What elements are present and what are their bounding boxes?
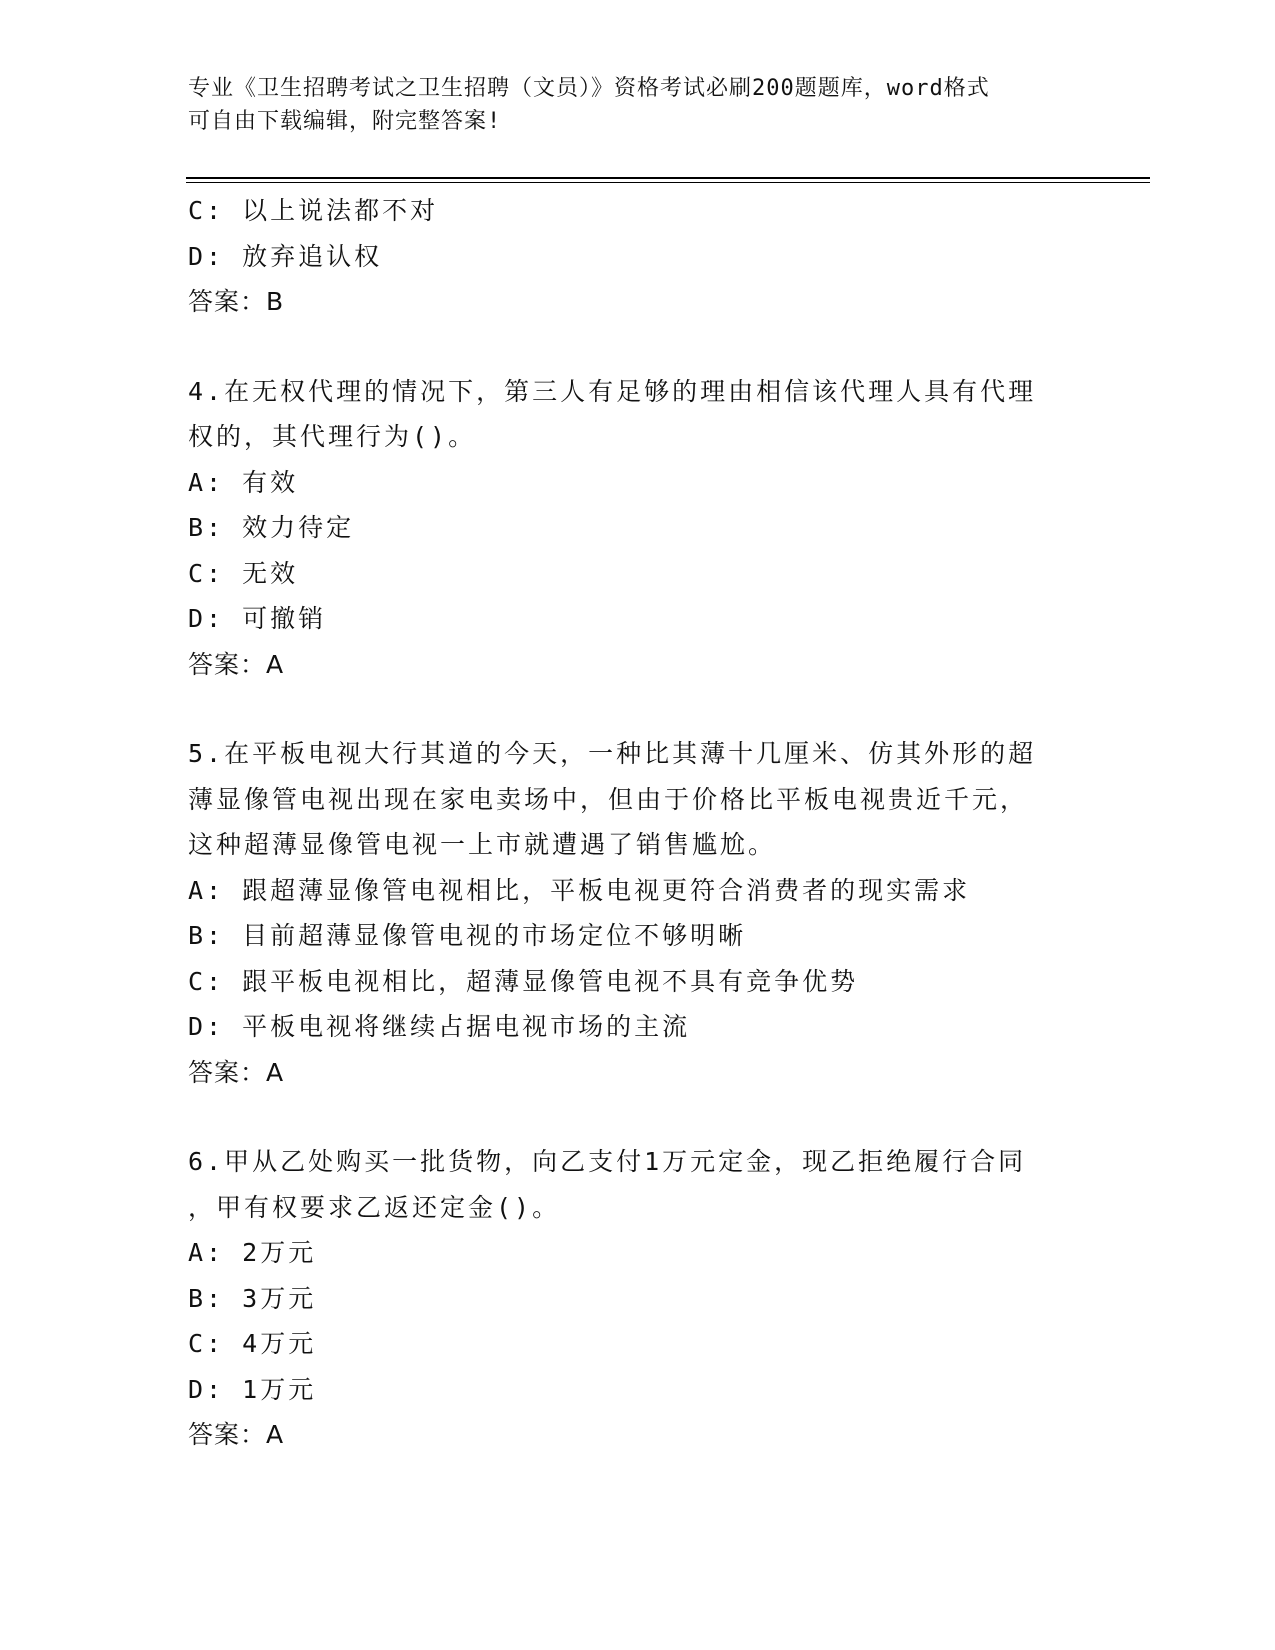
- option-c: C: 以上说法都不对: [188, 196, 439, 225]
- answer-label: 答案：A: [188, 649, 285, 679]
- option-d: D: 1万元: [188, 1374, 317, 1404]
- option-a: A: 2万元: [188, 1238, 317, 1267]
- answer-label: 答案：A: [188, 1420, 285, 1449]
- question-spacer: [188, 1095, 1088, 1139]
- document-header: [188, 72, 1088, 138]
- header-divider-thin: [186, 182, 1150, 183]
- header-title-line-2: 可自由下载编辑，附完整答案!: [188, 109, 502, 134]
- header-title-line-1: 专业《卫生招聘考试之卫生招聘（文员）》资格考试必刷200题题库，word格式: [188, 76, 990, 101]
- option-b: B: 效力待定: [188, 513, 355, 542]
- question-6: [188, 1139, 1088, 1458]
- question-stem-line: 这种超薄显像管电视一上市就遭遇了销售尴尬。: [188, 830, 777, 859]
- option-c: C: 无效: [188, 558, 299, 588]
- question-4: [188, 369, 1088, 688]
- question-list: [188, 188, 1088, 1458]
- question-3-tail: [188, 188, 1088, 325]
- question-stem-line: 6.甲从乙处购买一批货物，向乙支付1万元定金，现乙拒绝履行合同: [188, 1147, 1027, 1176]
- option-d: D: 平板电视将继续占据电视市场的主流: [188, 1012, 691, 1041]
- option-a: A: 跟超薄显像管电视相比，平板电视更符合消费者的现实需求: [188, 875, 971, 905]
- option-b: B: 目前超薄显像管电视的市场定位不够明晰: [188, 921, 747, 950]
- question-spacer: [188, 325, 1088, 369]
- answer-label: 答案：B: [188, 287, 285, 316]
- option-c: C: 跟平板电视相比，超薄显像管电视不具有竞争优势: [188, 966, 859, 996]
- header-divider-thick: [186, 177, 1150, 179]
- option-a: A: 有效: [188, 467, 299, 497]
- option-d: D: 可撤销: [188, 604, 327, 633]
- option-c: C: 4万元: [188, 1329, 317, 1358]
- question-stem-line: 5.在平板电视大行其道的今天，一种比其薄十几厘米、仿其外形的超: [188, 739, 1037, 768]
- answer-label: 答案：A: [188, 1057, 285, 1087]
- question-stem-line: ，甲有权要求乙返还定金()。: [188, 1192, 561, 1222]
- option-d: D: 放弃追认权: [188, 241, 383, 271]
- question-stem-line: 权的，其代理行为()。: [188, 422, 477, 451]
- option-b: B: 3万元: [188, 1283, 317, 1313]
- question-stem-line: 薄显像管电视出现在家电卖场中，但由于价格比平板电视贵近千元，: [188, 784, 1029, 814]
- question-spacer: [188, 687, 1088, 731]
- question-5: [188, 731, 1088, 1095]
- question-stem-line: 4.在无权代理的情况下，第三人有足够的理由相信该代理人具有代理: [188, 376, 1037, 406]
